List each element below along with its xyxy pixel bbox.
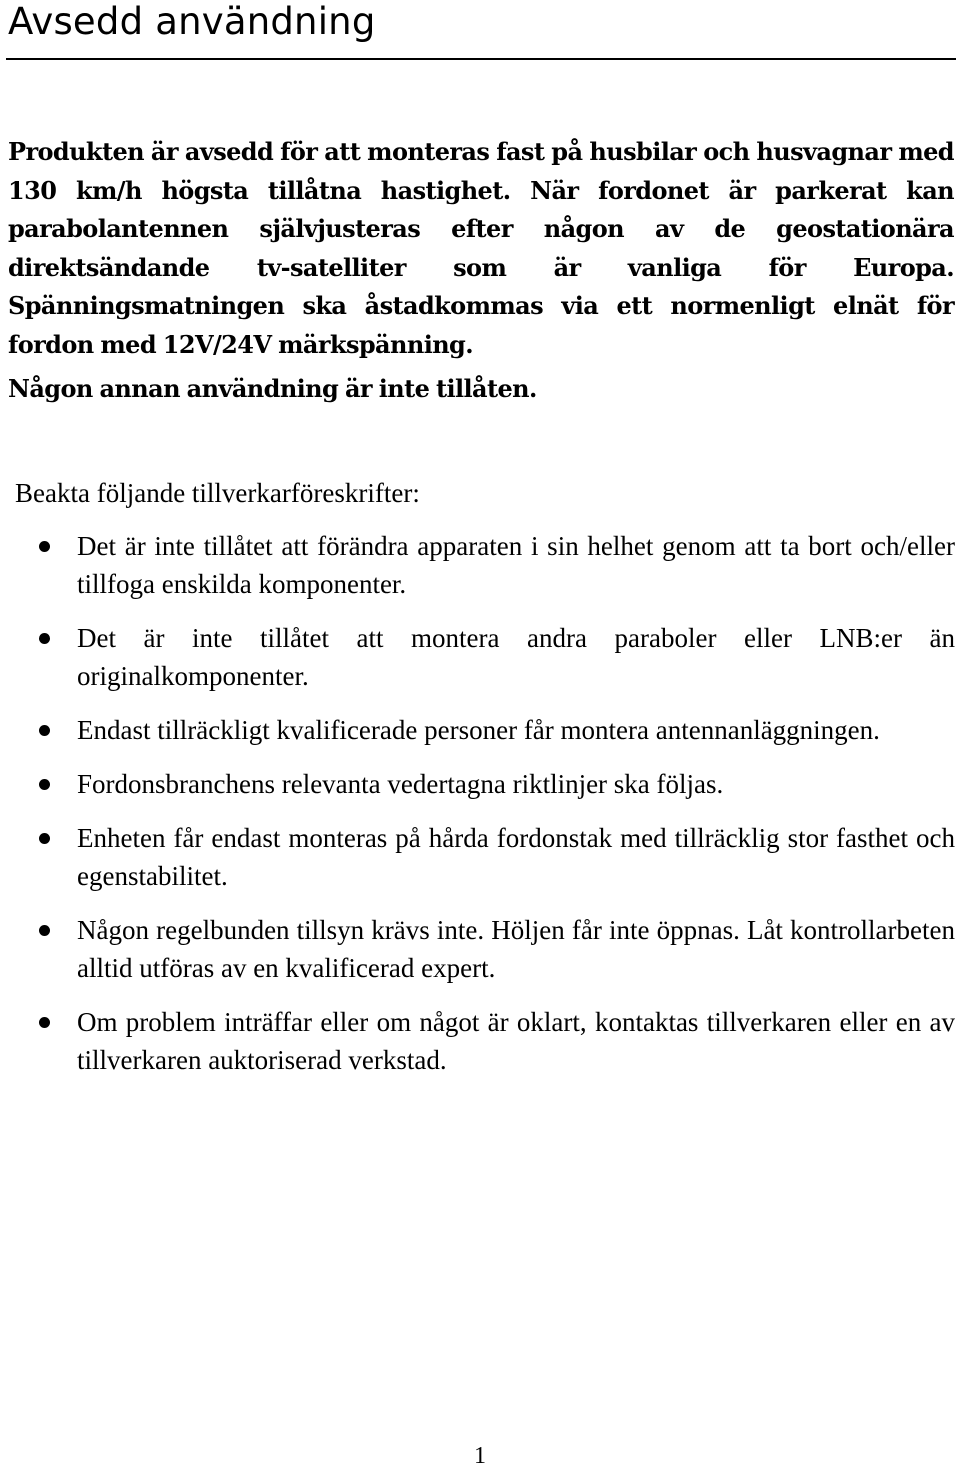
requirements-lead: Beakta följande tillverkarföreskrifter: [15, 478, 420, 508]
list-item-text: Endast tillräckligt kvalificerade personer får montera antennanläggningen. [77, 715, 880, 745]
list-item [15, 711, 955, 749]
page-title: Avsedd användning [8, 0, 376, 43]
list-item [15, 911, 955, 987]
bullet-icon [39, 833, 50, 844]
manufacturer-requirements [15, 474, 955, 1095]
bullet-icon [39, 725, 50, 736]
list-item-text: Det är inte tillåtet att montera andra paraboler eller LNB:er än originalkomponenter. [77, 623, 955, 691]
bullet-icon [39, 925, 50, 936]
list-item-text: Fordonsbranchens relevanta vedertagna riktlinjer ska följas. [77, 769, 724, 799]
requirements-list [15, 527, 955, 1079]
bullet-icon [39, 541, 50, 552]
bullet-icon [39, 633, 50, 644]
list-item-text: Någon regelbunden tillsyn krävs inte. Höljen får inte öppnas. Låt kontrollarbeten alltid utföras av en kvalificerad expert. [77, 915, 955, 983]
bullet-icon [39, 1017, 50, 1028]
list-item [15, 819, 955, 895]
list-item-text: Det är inte tillåtet att förändra apparaten i sin helhet genom att ta bort och/eller tillfoga enskilda komponenter. [77, 531, 955, 599]
bullet-icon [39, 779, 50, 790]
intended-use-section [8, 133, 954, 409]
list-item [15, 527, 955, 603]
page-header [6, 0, 956, 60]
list-item-text: Om problem inträffar eller om något är oklart, kontaktas tillverkaren eller en av tillverkaren auktoriserad verkstad. [77, 1007, 955, 1075]
page-number: 1 [474, 1443, 486, 1469]
list-item [15, 1003, 955, 1079]
list-item [15, 619, 955, 695]
list-item [15, 765, 955, 803]
intended-use-paragraph: Produkten är avsedd för att monteras fast på husbilar och husvagnar med 130 km/h högsta tillåtna hastighet. När fordonet är parkerat kan parabolantennen självjusteras efter någon av de geostationära direktsändande tv-satelliter som är vanliga för Europa. Spänningsmatningen ska åstadkommas via ett normenligt elnät för fordon med 12V/24V märkspänning. [8, 137, 954, 359]
restriction-statement: Någon annan användning är inte tillåten. [8, 374, 537, 403]
list-item-text: Enheten får endast monteras på hårda fordonstak med tillräcklig stor fasthet och egenstabilitet. [77, 823, 955, 891]
